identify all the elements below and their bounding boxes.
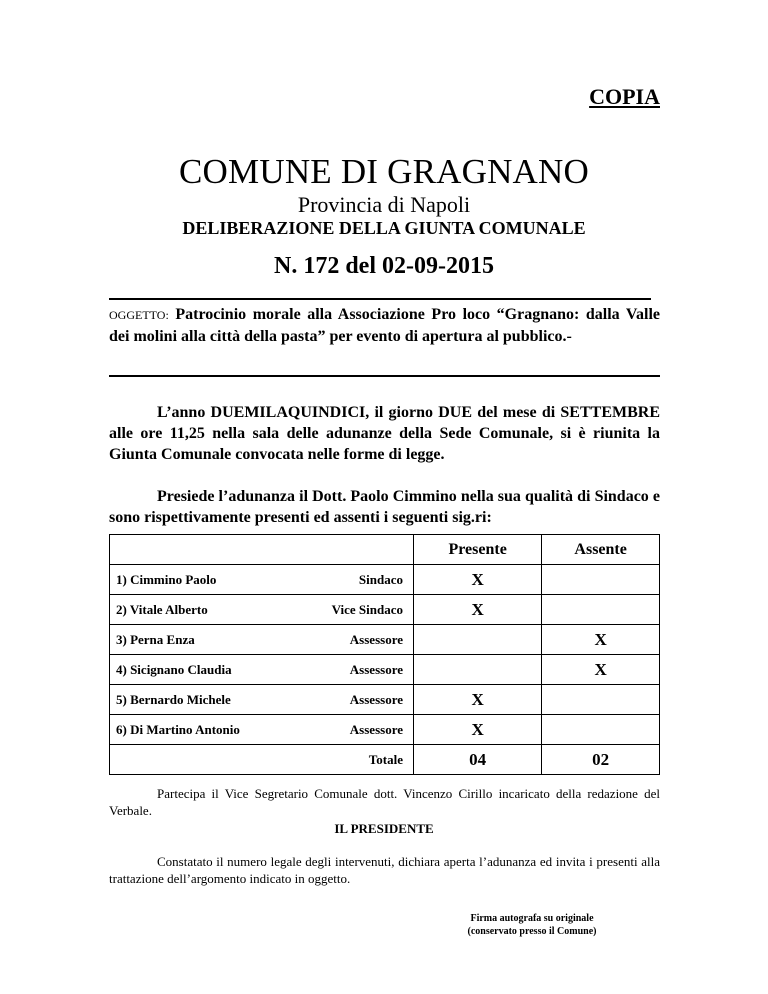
signature-line-2: (conservato presso il Comune): [467, 926, 597, 937]
member-role: Assessore: [297, 715, 414, 745]
intro-paragraph: [109, 402, 660, 465]
secretary-paragraph: [109, 785, 660, 819]
resolution-number: N. 172 del 02-09-2015: [274, 253, 494, 279]
president-heading: IL PRESIDENTE: [334, 821, 434, 836]
chair-paragraph: [109, 486, 660, 528]
table-total-row: [110, 745, 660, 775]
divider-top: [109, 298, 651, 300]
present-mark: X: [414, 685, 542, 715]
table-row: [110, 565, 660, 595]
subject-block: [109, 304, 660, 347]
header-presente: Presente: [414, 535, 542, 565]
table-row: [110, 715, 660, 745]
member-name: 3) Perna Enza: [110, 625, 298, 655]
member-name: 4) Sicignano Claudia: [110, 655, 298, 685]
present-mark: X: [414, 565, 542, 595]
absent-mark: [542, 715, 660, 745]
header-assente: Assente: [542, 535, 660, 565]
absent-mark: X: [542, 625, 660, 655]
member-role: Assessore: [297, 655, 414, 685]
member-name: 5) Bernardo Michele: [110, 685, 298, 715]
total-empty: [110, 745, 298, 775]
table-row: [110, 685, 660, 715]
subject-text: Patrocinio morale alla Associazione Pro loco “Gragnano: dalla Valle dei molini alla città della pasta” per evento di apertura al pubblico.-: [109, 306, 661, 345]
quorum-paragraph: [109, 853, 660, 887]
member-name: 2) Vitale Alberto: [110, 595, 298, 625]
signature-note: [432, 912, 632, 938]
resolution-heading: DELIBERAZIONE DELLA GIUNTA COMUNALE: [182, 218, 586, 238]
total-absent: 02: [542, 745, 660, 775]
present-mark: [414, 655, 542, 685]
absent-mark: [542, 595, 660, 625]
header-empty-role: [297, 535, 414, 565]
member-role: Sindaco: [297, 565, 414, 595]
signature-line-1: Firma autografa su originale: [470, 913, 594, 924]
table-row: [110, 655, 660, 685]
quorum-text: Constatato il numero legale degli intervenuti, dichiara aperta l’adunanza ed invita i presenti alla trattazione dell’argomento indicato in oggetto.: [109, 854, 660, 886]
total-present: 04: [414, 745, 542, 775]
member-role: Vice Sindaco: [297, 595, 414, 625]
present-mark: X: [414, 715, 542, 745]
province-subtitle: Provincia di Napoli: [297, 192, 471, 217]
total-label: Totale: [297, 745, 414, 775]
member-name: 6) Di Martino Antonio: [110, 715, 298, 745]
attendance-table: [109, 534, 660, 775]
secretary-text: Partecipa il Vice Segretario Comunale dott. Vincenzo Cirillo incaricato della redazione del Verbale.: [109, 786, 660, 818]
municipality-title: COMUNE DI GRAGNANO: [179, 152, 589, 191]
table-row: [110, 625, 660, 655]
divider-bottom: [109, 375, 660, 377]
present-mark: X: [414, 595, 542, 625]
table-row: [110, 595, 660, 625]
chair-text: Presiede l’adunanza il Dott. Paolo Cimmino nella sua qualità di Sindaco e sono rispettivamente presenti ed assenti i seguenti sig.ri:: [109, 488, 660, 526]
member-role: Assessore: [297, 685, 414, 715]
table-header-row: [110, 535, 660, 565]
member-role: Assessore: [297, 625, 414, 655]
absent-mark: [542, 565, 660, 595]
member-name: 1) Cimmino Paolo: [110, 565, 298, 595]
intro-text: L’anno DUEMILAQUINDICI, il giorno DUE del mese di SETTEMBRE alle ore 11,25 nella sala delle adunanze della Sede Comunale, si è riunita la Giunta Comunale convocata nelle forme di legge.: [109, 404, 660, 463]
absent-mark: X: [542, 655, 660, 685]
header-empty-name: [110, 535, 298, 565]
absent-mark: [542, 685, 660, 715]
present-mark: [414, 625, 542, 655]
subject-label: OGGETTO:: [109, 308, 169, 322]
copy-label: COPIA: [589, 84, 660, 109]
